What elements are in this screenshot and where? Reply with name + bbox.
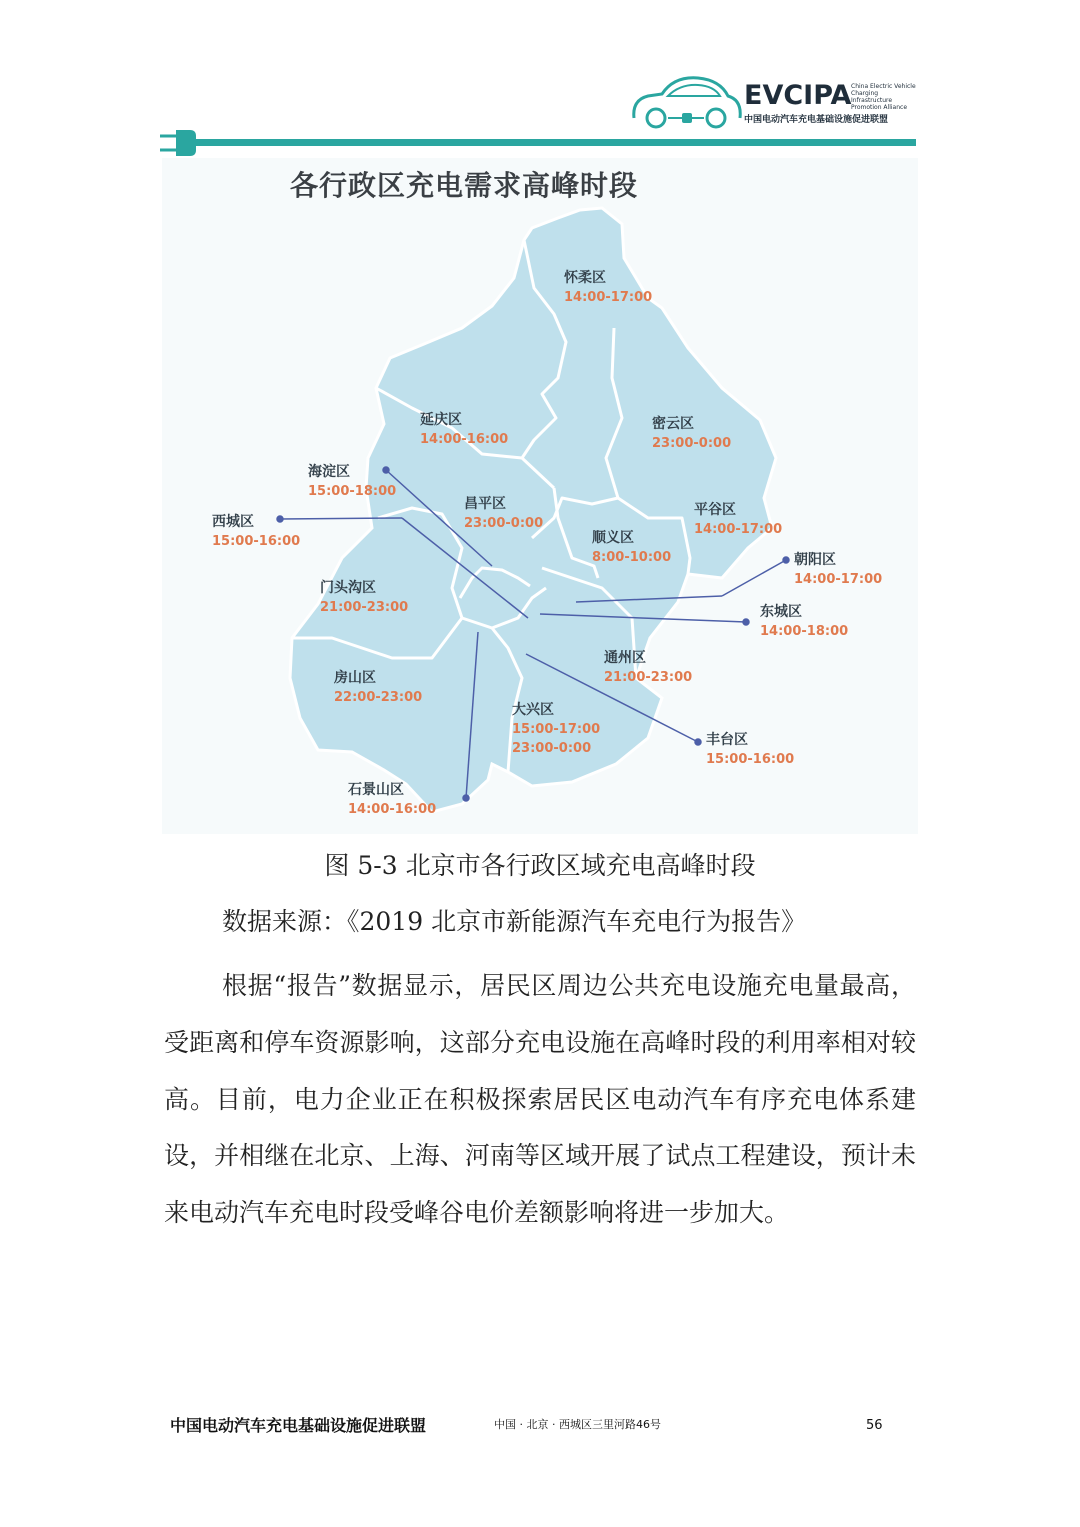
district-name: 怀柔区	[564, 270, 606, 286]
car-logo-icon	[628, 70, 744, 130]
district-peak-map	[162, 158, 918, 834]
district-label	[308, 462, 396, 501]
footer-organization: 中国电动汽车充电基础设施促进联盟	[170, 1416, 427, 1435]
district-time: 15:00-16:00	[706, 752, 795, 767]
figure-caption: 图 5-3 北京市各行政区域充电高峰时段	[324, 851, 756, 880]
district-time: 14:00-16:00	[420, 432, 509, 447]
plug-divider	[160, 128, 920, 158]
district-name: 延庆区	[420, 412, 462, 428]
district-time: 14:00-18:00	[760, 624, 849, 639]
body-paragraph: 根据“报告”数据显示，居民区周边公共充电设施充电量最高，受距离和停车资源影响，这部分充电设施在高峰时段的利用率相对较高。目前，电力企业正在积极探索居民区电动汽车有序充电体系建设，并相继在北京、上海、河南等区域开展了试点工程建设，预计未来电动汽车充电时段受峰谷电价差额影响将进一步加大。	[164, 971, 916, 1228]
district-label	[564, 268, 652, 307]
district-label	[706, 730, 794, 769]
district-time: 22:00-23:00	[334, 690, 423, 705]
district-time: 23:00-0:00	[652, 436, 732, 451]
district-label	[760, 602, 848, 641]
map-title: 各行政区充电需求高峰时段	[290, 169, 639, 202]
district-name: 大兴区	[512, 702, 554, 718]
district-time: 14:00-17:00	[564, 290, 653, 305]
district-label	[694, 500, 782, 539]
district-name: 海淀区	[308, 464, 350, 480]
district-name: 密云区	[652, 416, 694, 432]
district-label	[320, 578, 408, 617]
footer-address: 中国 · 北京 · 西城区三里河路46号	[494, 1418, 661, 1431]
district-name: 石景山区	[348, 782, 404, 798]
district-label	[212, 512, 300, 551]
district-name: 平谷区	[694, 502, 736, 518]
district-time: 15:00-17:00	[512, 722, 601, 737]
district-name: 西城区	[212, 514, 254, 530]
page-number: 56	[866, 1418, 883, 1433]
district-label	[334, 668, 422, 707]
district-label	[592, 528, 671, 567]
district-time: 14:00-16:00	[348, 802, 437, 817]
district-label	[652, 414, 731, 453]
district-time: 8:00-10:00	[592, 550, 672, 565]
district-time: 23:00-0:00	[464, 516, 544, 531]
district-label	[604, 648, 692, 687]
district-name: 昌平区	[464, 496, 506, 512]
logo-subtitle-en: China Electric Vehicle Charging Infrastructure Promotion Alliance	[851, 83, 916, 111]
district-name: 朝阳区	[794, 552, 836, 568]
district-time: 15:00-18:00	[308, 484, 397, 499]
district-label	[794, 550, 882, 589]
district-label	[348, 780, 436, 819]
district-time-2: 23:00-0:00	[512, 741, 592, 756]
district-name: 东城区	[760, 604, 802, 620]
district-time: 14:00-17:00	[694, 522, 783, 537]
district-label	[512, 700, 600, 758]
district-time: 21:00-23:00	[604, 670, 693, 685]
district-time: 21:00-23:00	[320, 600, 409, 615]
logo-subtitle-cn: 中国电动汽车充电基础设施促进联盟	[744, 115, 889, 125]
page-header	[0, 0, 1080, 160]
district-label	[420, 410, 508, 449]
district-name: 房山区	[334, 670, 376, 686]
district-name: 门头沟区	[320, 580, 376, 596]
data-source: 数据来源：《2019 北京市新能源汽车充电行为报告》	[222, 907, 807, 936]
district-name: 通州区	[604, 650, 646, 666]
district-name: 丰台区	[706, 732, 748, 748]
district-time: 15:00-16:00	[212, 534, 301, 549]
logo-text: EVCIPA	[744, 80, 852, 111]
district-name: 顺义区	[592, 530, 634, 546]
district-label	[464, 494, 543, 533]
district-time: 14:00-17:00	[794, 572, 883, 587]
